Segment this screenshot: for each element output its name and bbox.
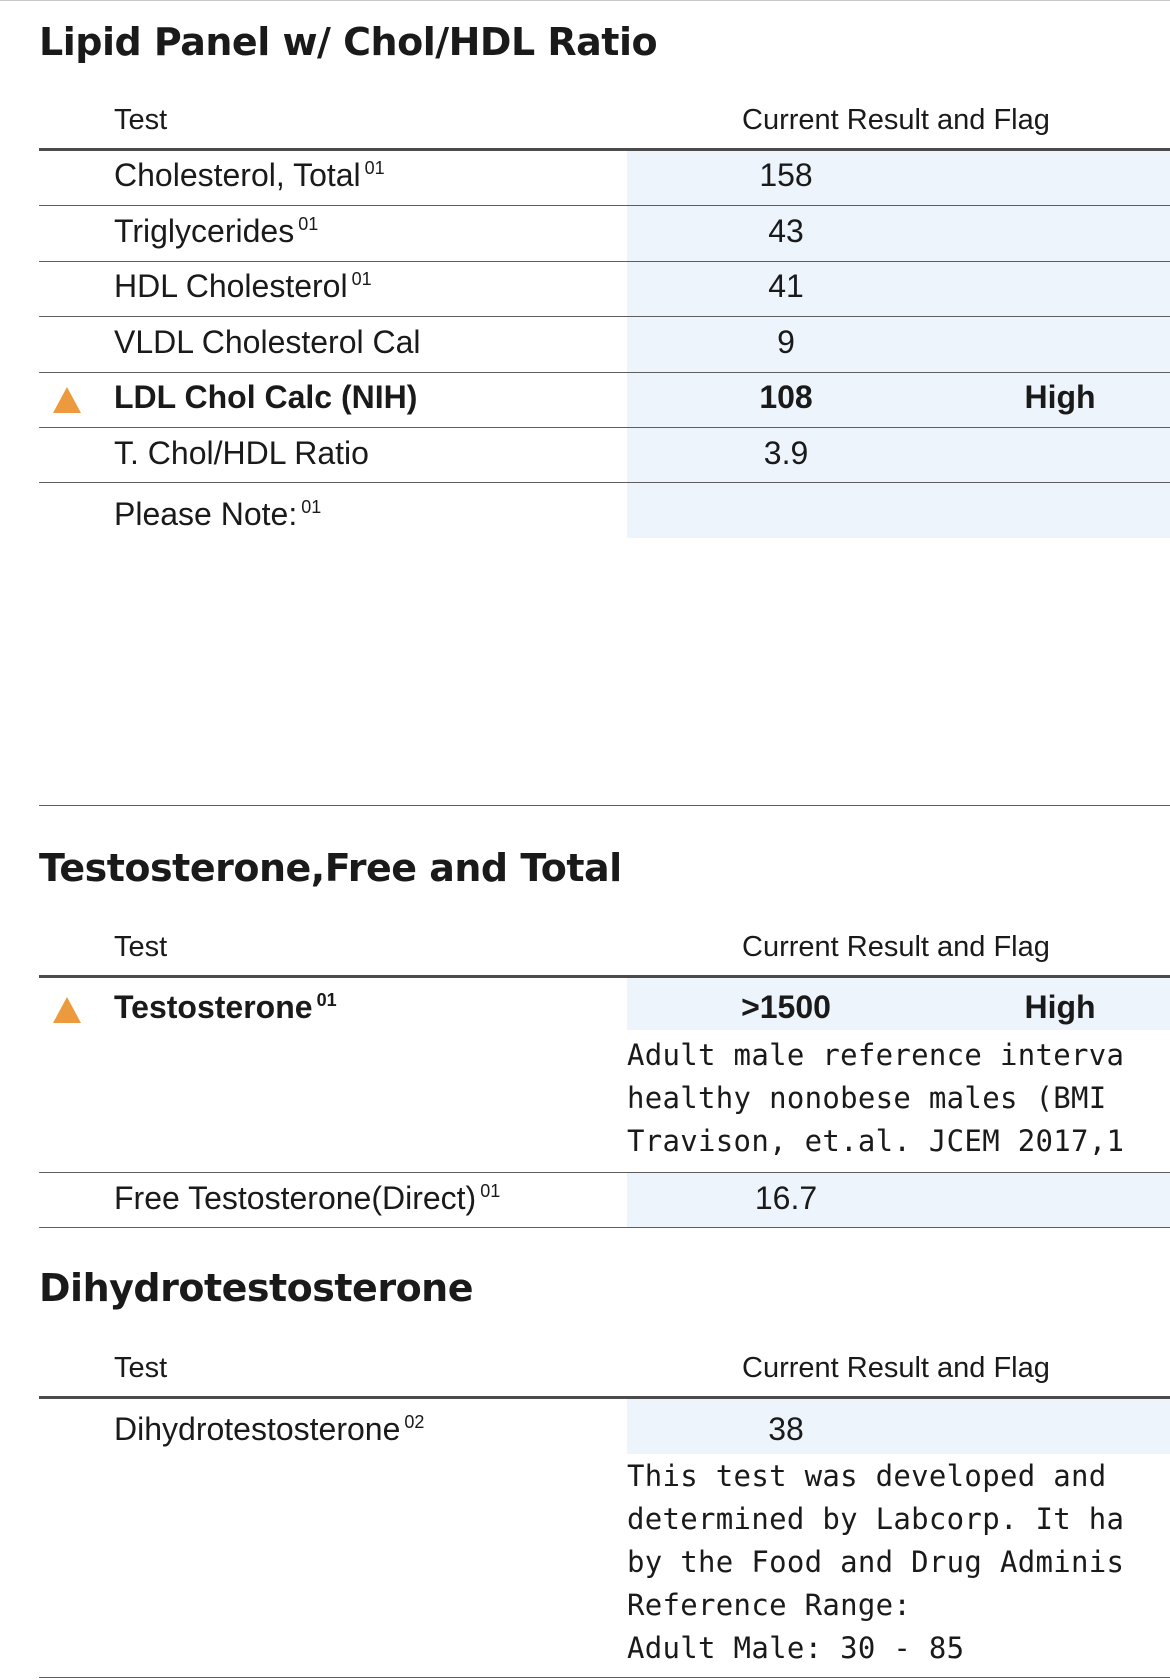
- section-title: Testosterone,Free and Total: [39, 846, 622, 890]
- test-name[interactable]: [114, 157, 385, 194]
- test-name-text: Free Testosterone(Direct): [114, 1180, 477, 1216]
- footnote-ref[interactable]: 01: [364, 158, 385, 178]
- footnote-ref[interactable]: 01: [480, 1181, 501, 1201]
- column-header-result: Current Result and Flag: [742, 104, 1050, 136]
- footnote-ref[interactable]: 02: [404, 1412, 425, 1432]
- section-title: Dihydrotestosterone: [39, 1266, 473, 1310]
- test-name-text: Please Note:: [114, 496, 298, 532]
- row-divider: [39, 261, 1170, 262]
- result-column-shade: [627, 1399, 1170, 1454]
- result-comment: This test was developed and determined by Labcorp. It ha by the Food and Drug Adminis Reference Range: Adult Male: 30 - 85: [627, 1459, 1125, 1665]
- test-name[interactable]: [114, 268, 372, 305]
- column-header-test: Test: [114, 1352, 168, 1384]
- test-name-text: Triglycerides: [114, 213, 295, 249]
- row-divider: [39, 316, 1170, 317]
- column-header-result: Current Result and Flag: [742, 931, 1050, 963]
- section-divider: [39, 805, 1170, 806]
- footnote-ref[interactable]: 01: [316, 990, 337, 1010]
- test-name-text: Cholesterol, Total: [114, 157, 361, 193]
- row-divider: [39, 482, 1170, 483]
- footnote-ref[interactable]: 01: [298, 214, 319, 234]
- warning-triangle-icon: [53, 997, 81, 1023]
- test-name-text: HDL Cholesterol: [114, 268, 348, 304]
- test-name-text: Testosterone: [114, 989, 313, 1025]
- test-name[interactable]: [114, 989, 337, 1026]
- row-divider: [39, 205, 1170, 206]
- test-name[interactable]: [114, 496, 321, 533]
- result-column-shade: [627, 151, 1170, 538]
- top-border: [0, 0, 1170, 1]
- column-header-result: Current Result and Flag: [742, 1352, 1050, 1384]
- section-title: Lipid Panel w/ Chol/HDL Ratio: [39, 20, 658, 64]
- row-divider: [39, 372, 1170, 373]
- footnote-ref[interactable]: 01: [351, 269, 372, 289]
- footnote-ref[interactable]: 01: [301, 497, 322, 517]
- row-divider: [39, 1227, 1170, 1228]
- test-name-text: T. Chol/HDL Ratio: [114, 435, 369, 471]
- test-name-text: Dihydrotestosterone: [114, 1411, 401, 1447]
- test-name[interactable]: [114, 1180, 500, 1217]
- test-name-text: VLDL Cholesterol Cal: [114, 324, 421, 360]
- test-name[interactable]: [114, 324, 421, 361]
- test-name[interactable]: [114, 435, 369, 472]
- row-divider: [39, 427, 1170, 428]
- test-name[interactable]: [114, 1411, 424, 1448]
- test-name[interactable]: [114, 213, 318, 250]
- column-header-test: Test: [114, 931, 168, 963]
- test-name[interactable]: [114, 379, 417, 416]
- column-header-test: Test: [114, 104, 168, 136]
- result-column-shade: [627, 1173, 1170, 1227]
- result-comment: Adult male reference interva healthy nonobese males (BMI Travison, et.al. JCEM 2017,1: [627, 1038, 1125, 1158]
- warning-triangle-icon: [53, 387, 81, 413]
- test-name-text: LDL Chol Calc (NIH): [114, 379, 418, 415]
- row-divider: [39, 1677, 1170, 1678]
